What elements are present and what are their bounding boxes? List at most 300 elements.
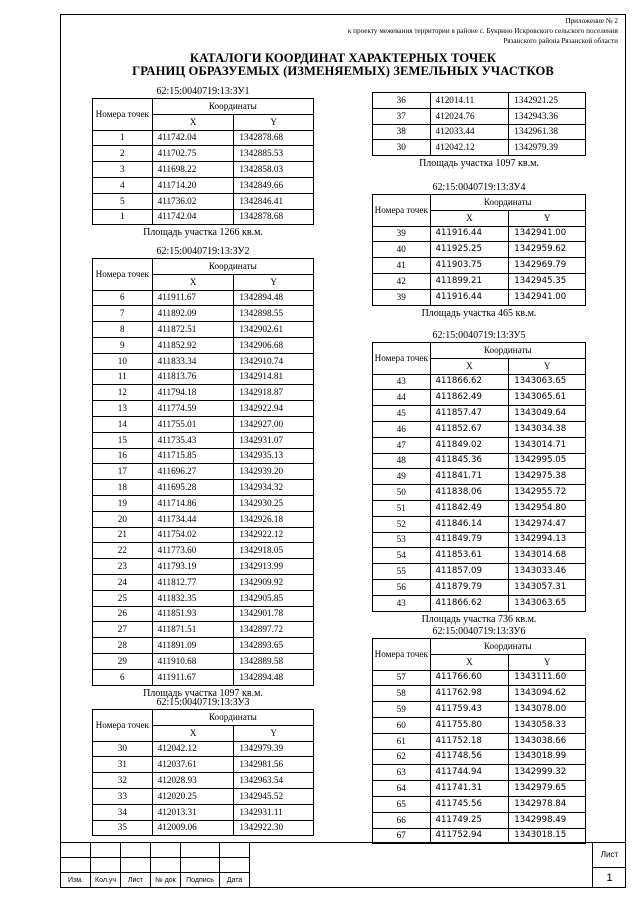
header-y: Y (234, 725, 314, 741)
point-number: 15 (93, 432, 153, 448)
coord-y: 1342941.00 (509, 226, 586, 242)
point-number: 30 (93, 741, 153, 757)
header-x: X (152, 725, 234, 741)
table-row (93, 757, 314, 773)
parcel-zu4 (372, 182, 586, 320)
table-row (373, 686, 586, 702)
point-number: 38 (373, 124, 431, 140)
point-number: 27 (93, 622, 153, 638)
coord-x: 412028.93 (152, 773, 234, 789)
sheet-label: Лист (600, 850, 619, 859)
coord-x: 411832.35 (152, 590, 234, 606)
coord-x: 412042.12 (152, 741, 234, 757)
parcel-zu3-continuation (372, 92, 586, 170)
coord-x: 411744.94 (430, 765, 509, 781)
table-row (93, 606, 314, 622)
point-number: 33 (93, 788, 153, 804)
coord-y: 1342926.18 (234, 511, 314, 527)
coord-x: 411755.80 (430, 717, 509, 733)
table-row (373, 516, 586, 532)
coords-table (372, 342, 586, 612)
table-row (373, 469, 586, 485)
coord-y: 1342995.05 (509, 453, 586, 469)
coords-table (372, 638, 586, 844)
coord-x: 411736.02 (152, 193, 234, 209)
coord-y: 1342943.36 (509, 108, 586, 124)
point-number: 41 (373, 258, 431, 274)
point-number: 37 (373, 108, 431, 124)
point-number: 54 (373, 548, 431, 564)
coord-x: 412033.44 (430, 124, 509, 140)
point-number: 53 (373, 532, 431, 548)
coord-y: 1342846.41 (234, 193, 314, 209)
table-row (93, 369, 314, 385)
coord-y: 1343014.68 (509, 548, 586, 564)
table-row (373, 781, 586, 797)
coord-y: 1343094.62 (509, 686, 586, 702)
point-number: 43 (373, 374, 431, 390)
coord-x: 412013.31 (152, 804, 234, 820)
point-number: 26 (93, 606, 153, 622)
point-number: 64 (373, 781, 431, 797)
table-row (93, 788, 314, 804)
point-number: 13 (93, 401, 153, 417)
table-row (93, 480, 314, 496)
stamp-col-list: Лист (121, 873, 151, 888)
table-row (373, 140, 586, 156)
coord-x: 411911.67 (152, 669, 234, 685)
coord-y: 1342889.58 (234, 653, 314, 669)
coords-table (92, 258, 314, 686)
coord-x: 411715.85 (152, 448, 234, 464)
coord-x: 411752.94 (430, 828, 509, 844)
parcel-zu3 (92, 697, 314, 836)
coord-y: 1342849.66 (234, 177, 314, 193)
point-number: 4 (93, 177, 153, 193)
coord-x: 411833.34 (152, 353, 234, 369)
coord-x: 411866.62 (430, 595, 509, 611)
coord-y: 1343033.46 (509, 564, 586, 580)
table-row (93, 401, 314, 417)
coord-x: 411862.49 (430, 390, 509, 406)
point-number: 2 (93, 146, 153, 162)
coords-table (92, 98, 314, 225)
parcel-zu2 (92, 246, 314, 700)
coord-y: 1342909.92 (234, 574, 314, 590)
point-number: 18 (93, 480, 153, 496)
coord-y: 1342922.12 (234, 527, 314, 543)
point-number: 50 (373, 485, 431, 501)
table-row (93, 559, 314, 575)
coord-x: 411812.77 (152, 574, 234, 590)
header-coords: Координаты (152, 710, 313, 726)
coord-x: 411754.02 (152, 527, 234, 543)
coord-y: 1343065.61 (509, 390, 586, 406)
coord-y: 1342975.38 (509, 469, 586, 485)
parcel-caption: 62:15:0040719:13:ЗУ1 (156, 86, 250, 97)
coord-x: 412042.12 (430, 140, 509, 156)
stamp-col-izm: Изм. (61, 873, 91, 888)
appendix-line2: к проекту межевания территории в районе с. Букрино Искровского сельского поселения (347, 27, 618, 35)
coord-y: 1343014.71 (509, 437, 586, 453)
coord-y: 1342894.48 (234, 669, 314, 685)
coords-table (372, 92, 586, 156)
header-y: Y (509, 654, 586, 670)
coord-x: 411851.93 (152, 606, 234, 622)
coord-y: 1343018.99 (509, 749, 586, 765)
table-row (93, 322, 314, 338)
table-row (373, 702, 586, 718)
table-row (93, 146, 314, 162)
point-number: 66 (373, 812, 431, 828)
coord-y: 1342931.11 (234, 804, 314, 820)
header-x: X (430, 654, 509, 670)
table-row (93, 590, 314, 606)
coords-table (372, 194, 586, 306)
coord-x: 411774.59 (152, 401, 234, 417)
parcel-caption: 62:15:0040719:13:ЗУ6 (432, 626, 526, 637)
table-row (373, 108, 586, 124)
coord-y: 1342945.35 (509, 273, 586, 289)
point-number: 20 (93, 511, 153, 527)
coord-y: 1342878.68 (234, 209, 314, 225)
coord-y: 1342878.68 (234, 130, 314, 146)
point-number: 35 (93, 820, 153, 836)
point-number: 52 (373, 516, 431, 532)
coord-x: 411742.04 (152, 209, 234, 225)
point-number: 48 (373, 453, 431, 469)
header-y: Y (509, 358, 586, 374)
coord-x: 411698.22 (152, 162, 234, 178)
coord-y: 1342978.84 (509, 796, 586, 812)
coord-x: 411910.68 (152, 653, 234, 669)
point-number: 62 (373, 749, 431, 765)
header-number: Номера точек (93, 259, 153, 291)
coord-x: 411899.21 (430, 273, 509, 289)
parcel-caption: 62:15:0040719:13:ЗУ2 (156, 246, 250, 257)
header-coords: Координаты (430, 639, 586, 655)
table-row (373, 595, 586, 611)
table-row (373, 796, 586, 812)
point-number: 23 (93, 559, 153, 575)
table-row (93, 306, 314, 322)
coord-y: 1343057.31 (509, 579, 586, 595)
parcel-zu1 (92, 86, 314, 239)
coord-x: 411794.18 (152, 385, 234, 401)
table-row (93, 638, 314, 654)
table-row (373, 500, 586, 516)
coord-x: 411852.67 (430, 421, 509, 437)
point-number: 55 (373, 564, 431, 580)
point-number: 46 (373, 421, 431, 437)
table-row (93, 130, 314, 146)
stamp-col-date: Дата (220, 873, 250, 888)
stamp-col-kol: Кол.уч (91, 873, 121, 888)
coord-y: 1342979.39 (234, 741, 314, 757)
stamp-col-doc: № док (151, 873, 181, 888)
table-row (373, 812, 586, 828)
point-number: 34 (93, 804, 153, 820)
coord-x: 411852.92 (152, 337, 234, 353)
coord-x: 411857.09 (430, 564, 509, 580)
point-number: 1 (93, 209, 153, 225)
table-row (93, 385, 314, 401)
coord-x: 411734.44 (152, 511, 234, 527)
point-number: 25 (93, 590, 153, 606)
coord-y: 1342885.53 (234, 146, 314, 162)
coord-x: 411849.02 (430, 437, 509, 453)
coord-x: 411766.60 (430, 670, 509, 686)
coord-y: 1342918.05 (234, 543, 314, 559)
point-number: 12 (93, 385, 153, 401)
table-row (93, 669, 314, 685)
coord-y: 1342901.78 (234, 606, 314, 622)
table-row (373, 485, 586, 501)
point-number: 5 (93, 193, 153, 209)
coord-x: 411916.44 (430, 289, 509, 305)
point-number: 6 (93, 669, 153, 685)
coord-y: 1342914.81 (234, 369, 314, 385)
coord-x: 411752.18 (430, 733, 509, 749)
coord-y: 1343034.38 (509, 421, 586, 437)
table-row (373, 374, 586, 390)
parcel-area: Площадь участка 1266 кв.м. (143, 227, 263, 239)
appendix-line3: Рязанского района Рязанской области (503, 37, 618, 45)
point-number: 67 (373, 828, 431, 844)
header-number: Номера точек (93, 99, 153, 131)
coord-y: 1342974.47 (509, 516, 586, 532)
page-title (60, 52, 626, 78)
point-number: 3 (93, 162, 153, 178)
coord-y: 1342959.62 (509, 242, 586, 258)
header-x: X (430, 210, 509, 226)
coord-y: 1342913.99 (234, 559, 314, 575)
coord-x: 411853.61 (430, 548, 509, 564)
header-x: X (152, 274, 234, 290)
header-y: Y (509, 210, 586, 226)
point-number: 42 (373, 273, 431, 289)
coord-x: 411845.36 (430, 453, 509, 469)
table-row (93, 574, 314, 590)
coord-y: 1342961.38 (509, 124, 586, 140)
point-number: 31 (93, 757, 153, 773)
table-row (373, 670, 586, 686)
table-row (373, 390, 586, 406)
table-row (373, 579, 586, 595)
coord-y: 1342905.85 (234, 590, 314, 606)
coord-x: 411742.04 (152, 130, 234, 146)
point-number: 1 (93, 130, 153, 146)
parcel-area: Площадь участка 465 кв.м. (421, 307, 537, 319)
sheet-box (592, 842, 626, 888)
coord-x: 411846.14 (430, 516, 509, 532)
point-number: 59 (373, 702, 431, 718)
point-number: 10 (93, 353, 153, 369)
parcel-zu5 (372, 330, 586, 626)
coord-x: 412037.61 (152, 757, 234, 773)
coord-y: 1342939.20 (234, 464, 314, 480)
coord-y: 1342902.61 (234, 322, 314, 338)
coord-y: 1342963.54 (234, 773, 314, 789)
coord-y: 1342994.13 (509, 532, 586, 548)
header-coords: Координаты (152, 259, 313, 275)
point-number: 17 (93, 464, 153, 480)
point-number: 63 (373, 765, 431, 781)
coord-x: 411925.25 (430, 242, 509, 258)
header-coords: Координаты (152, 99, 313, 115)
table-row (93, 209, 314, 225)
table-row (373, 421, 586, 437)
table-row (93, 511, 314, 527)
coords-table (92, 709, 314, 836)
coord-y: 1342910.74 (234, 353, 314, 369)
coord-y: 1342922.30 (234, 820, 314, 836)
coord-y: 1342894.48 (234, 290, 314, 306)
table-row (93, 177, 314, 193)
point-number: 51 (373, 500, 431, 516)
point-number: 7 (93, 306, 153, 322)
table-row (93, 353, 314, 369)
header-coords: Координаты (430, 343, 586, 359)
coord-y: 1343058.33 (509, 717, 586, 733)
point-number: 49 (373, 469, 431, 485)
point-number: 19 (93, 495, 153, 511)
table-row (373, 242, 586, 258)
point-number: 9 (93, 337, 153, 353)
point-number: 47 (373, 437, 431, 453)
coord-x: 411857.47 (430, 406, 509, 422)
coord-y: 1342955.72 (509, 485, 586, 501)
coord-y: 1342979.65 (509, 781, 586, 797)
stamp-grid (60, 842, 250, 888)
coord-x: 411916.44 (430, 226, 509, 242)
header-number: Номера точек (93, 710, 153, 742)
appendix-line1: Приложение № 2 (565, 17, 618, 25)
sheet-number: 1 (593, 867, 626, 889)
table-row (373, 717, 586, 733)
header-coords: Координаты (430, 195, 586, 211)
table-row (373, 226, 586, 242)
coord-x: 412009.06 (152, 820, 234, 836)
stamp-col-sign: Подпись (181, 873, 220, 888)
coord-y: 1343063.65 (509, 595, 586, 611)
header-x: X (430, 358, 509, 374)
appendix-note (348, 16, 618, 46)
table-row (93, 773, 314, 789)
point-number: 16 (93, 448, 153, 464)
coord-x: 411879.79 (430, 579, 509, 595)
title-line1: КАТАЛОГИ КООРДИНАТ ХАРАКТЕРНЫХ ТОЧЕК (189, 51, 497, 65)
coord-y: 1342858.03 (234, 162, 314, 178)
table-row (93, 193, 314, 209)
point-number: 39 (373, 289, 431, 305)
point-number: 60 (373, 717, 431, 733)
point-number: 24 (93, 574, 153, 590)
coord-y: 1342935.13 (234, 448, 314, 464)
point-number: 57 (373, 670, 431, 686)
table-row (373, 406, 586, 422)
coord-y: 1343018.15 (509, 828, 586, 844)
coord-x: 411813.76 (152, 369, 234, 385)
parcel-caption: 62:15:0040719:13:ЗУ3 (156, 697, 250, 708)
stamp-top-line (60, 842, 626, 843)
table-row (93, 432, 314, 448)
coord-y: 1342922.94 (234, 401, 314, 417)
point-number: 29 (93, 653, 153, 669)
table-row (93, 653, 314, 669)
point-number: 32 (93, 773, 153, 789)
header-y: Y (234, 114, 314, 130)
point-number: 56 (373, 579, 431, 595)
coord-x: 411714.20 (152, 177, 234, 193)
parcel-area: Площадь участка 1097 кв.м. (143, 687, 263, 699)
coord-x: 411696.27 (152, 464, 234, 480)
table-row (93, 290, 314, 306)
coord-y: 1342893.65 (234, 638, 314, 654)
table-row (373, 289, 586, 305)
coord-y: 1343111.60 (509, 670, 586, 686)
header-x: X (152, 114, 234, 130)
table-row (373, 564, 586, 580)
parcel-caption: 62:15:0040719:13:ЗУ5 (432, 330, 526, 341)
parcel-caption: 62:15:0040719:13:ЗУ4 (432, 182, 526, 193)
table-row (373, 437, 586, 453)
coord-y: 1342954.80 (509, 500, 586, 516)
coord-x: 411695.28 (152, 480, 234, 496)
table-row (93, 495, 314, 511)
table-row (93, 337, 314, 353)
coord-y: 1342999.32 (509, 765, 586, 781)
coord-x: 411702.75 (152, 146, 234, 162)
coord-y: 1342945.52 (234, 788, 314, 804)
table-row (373, 532, 586, 548)
table-row (93, 448, 314, 464)
coord-x: 411793.19 (152, 559, 234, 575)
coord-x: 411903.75 (430, 258, 509, 274)
table-row (93, 543, 314, 559)
table-row (93, 622, 314, 638)
parcel-area: Площадь участка 1097 кв.м. (419, 158, 539, 170)
coord-x: 411735.43 (152, 432, 234, 448)
coord-x: 411745.56 (430, 796, 509, 812)
coord-y: 1342906.68 (234, 337, 314, 353)
table-row (93, 804, 314, 820)
table-row (93, 527, 314, 543)
table-row (93, 416, 314, 432)
table-row (373, 258, 586, 274)
point-number: 61 (373, 733, 431, 749)
coord-x: 411759.43 (430, 702, 509, 718)
table-row (93, 464, 314, 480)
table-row (373, 453, 586, 469)
coord-y: 1343038.66 (509, 733, 586, 749)
coord-x: 411773.60 (152, 543, 234, 559)
point-number: 8 (93, 322, 153, 338)
point-number: 28 (93, 638, 153, 654)
coord-y: 1343078.00 (509, 702, 586, 718)
header-number: Номера точек (373, 343, 431, 375)
table-row (373, 733, 586, 749)
coord-x: 411872.51 (152, 322, 234, 338)
title-block (60, 842, 626, 888)
coord-x: 411911.67 (152, 290, 234, 306)
coord-x: 411749.25 (430, 812, 509, 828)
point-number: 45 (373, 406, 431, 422)
coord-y: 1342921.25 (509, 93, 586, 109)
coord-x: 411842.49 (430, 500, 509, 516)
coord-x: 412020.25 (152, 788, 234, 804)
coord-y: 1342934.32 (234, 480, 314, 496)
